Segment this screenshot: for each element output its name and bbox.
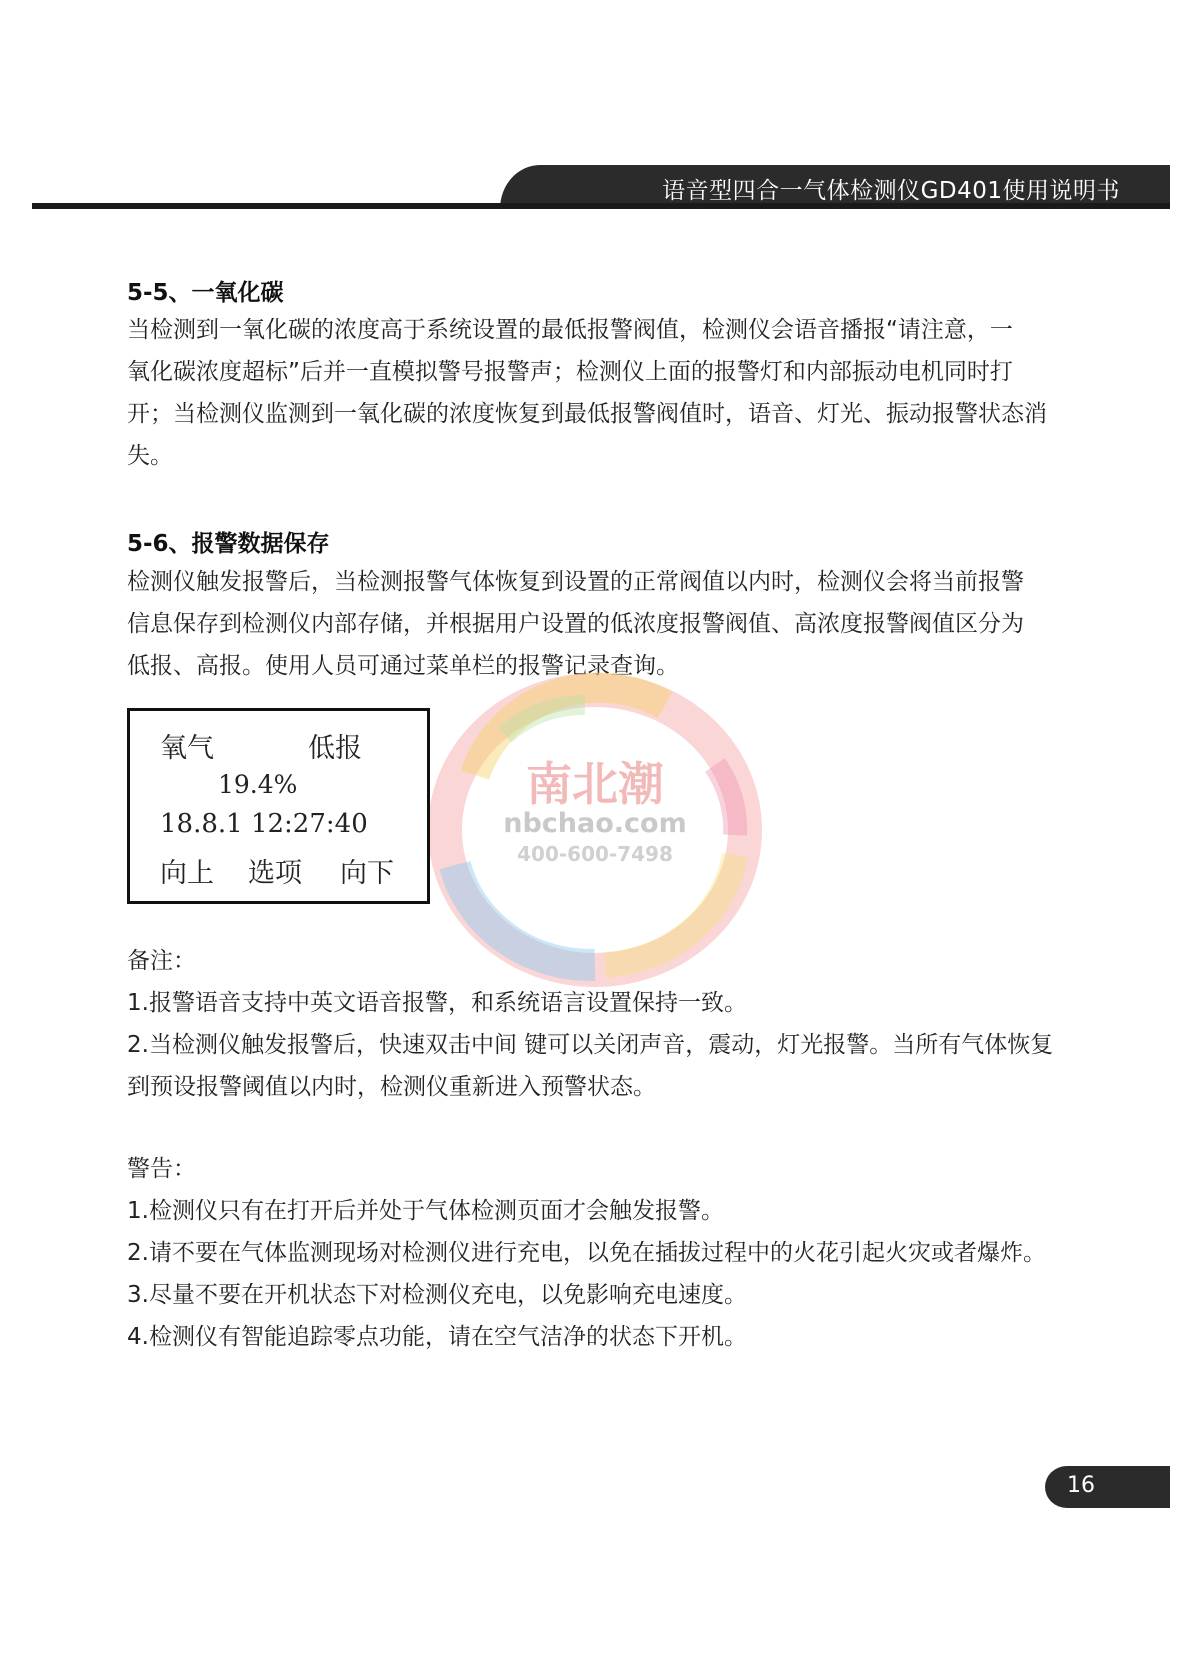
warning-item: 2.请不要在气体监测现场对检测仪进行充电，以免在插拔过程中的火花引起火灾或者爆炸。 (127, 1240, 1046, 1266)
paragraph-line: 开；当检测仪监测到一氧化碳的浓度恢复到最低报警阀值时，语音、灯光、振动报警状态消 (127, 401, 1047, 427)
warning-item: 1.检测仪只有在打开后并处于气体检测页面才会触发报警。 (127, 1198, 724, 1224)
note-item: 到预设报警阈值以内时，检测仪重新进入预警状态。 (127, 1074, 656, 1100)
lcd-datetime: 18.8.1 12:27:40 (160, 809, 368, 839)
watermark-brand: 南北潮 (526, 757, 664, 811)
lcd-display (127, 708, 430, 904)
lcd-button-up: 向上 (160, 858, 214, 889)
note-item: 2.当检测仪触发报警后，快速双击中间 键可以关闭声音，震动，灯光报警。当所有气体恢复 (127, 1032, 1054, 1058)
lcd-alarm-level: 低报 (308, 733, 362, 764)
paragraph-line: 信息保存到检测仪内部存储，并根据用户设置的低浓度报警阀值、高浓度报警阀值区分为 (127, 611, 1024, 637)
warning-item: 3.尽量不要在开机状态下对检测仪充电，以免影响充电速度。 (127, 1282, 747, 1308)
lcd-button-down: 向下 (340, 858, 394, 889)
lcd-gas-name: 氧气 (160, 733, 214, 764)
paragraph-line: 氧化碳浓度超标”后并一直模拟警号报警声；检测仪上面的报警灯和内部振动电机同时打 (127, 359, 1013, 385)
note-item: 1.报警语音支持中英文语音报警，和系统语言设置保持一致。 (127, 990, 747, 1016)
section-title-co: 5-5、一氧化碳 (127, 280, 284, 306)
notes-heading: 备注： (127, 948, 196, 974)
lcd-button-option: 选项 (248, 858, 302, 889)
page-number-tab (1045, 1466, 1170, 1508)
section-title-alarm-save: 5-6、报警数据保存 (127, 531, 330, 557)
paragraph-line: 失。 (127, 443, 173, 469)
paragraph-line: 检测仪触发报警后，当检测报警气体恢复到设置的正常阀值以内时，检测仪会将当前报警 (127, 569, 1024, 595)
paragraph-line: 低报、高报。使用人员可通过菜单栏的报警记录查询。 (127, 653, 679, 679)
lcd-reading: 19.4% (218, 770, 298, 799)
watermark-domain: nbchao.com (503, 808, 687, 839)
warnings-heading: 警告： (127, 1156, 196, 1182)
page-number: 16 (1067, 1473, 1095, 1498)
section-body-co (127, 309, 1077, 477)
warnings-block (127, 1148, 1077, 1358)
watermark-phone: 400-600-7498 (517, 842, 673, 866)
warning-item: 4.检测仪有智能追踪零点功能，请在空气洁净的状态下开机。 (127, 1324, 747, 1350)
notes-block (127, 940, 1077, 1108)
section-body-alarm-save (127, 561, 1077, 687)
document-title: 语音型四合一气体检测仪GD401使用说明书 (662, 178, 1120, 204)
paragraph-line: 当检测到一氧化碳的浓度高于系统设置的最低报警阀值，检测仪会语音播报“请注意，一 (127, 317, 1013, 343)
